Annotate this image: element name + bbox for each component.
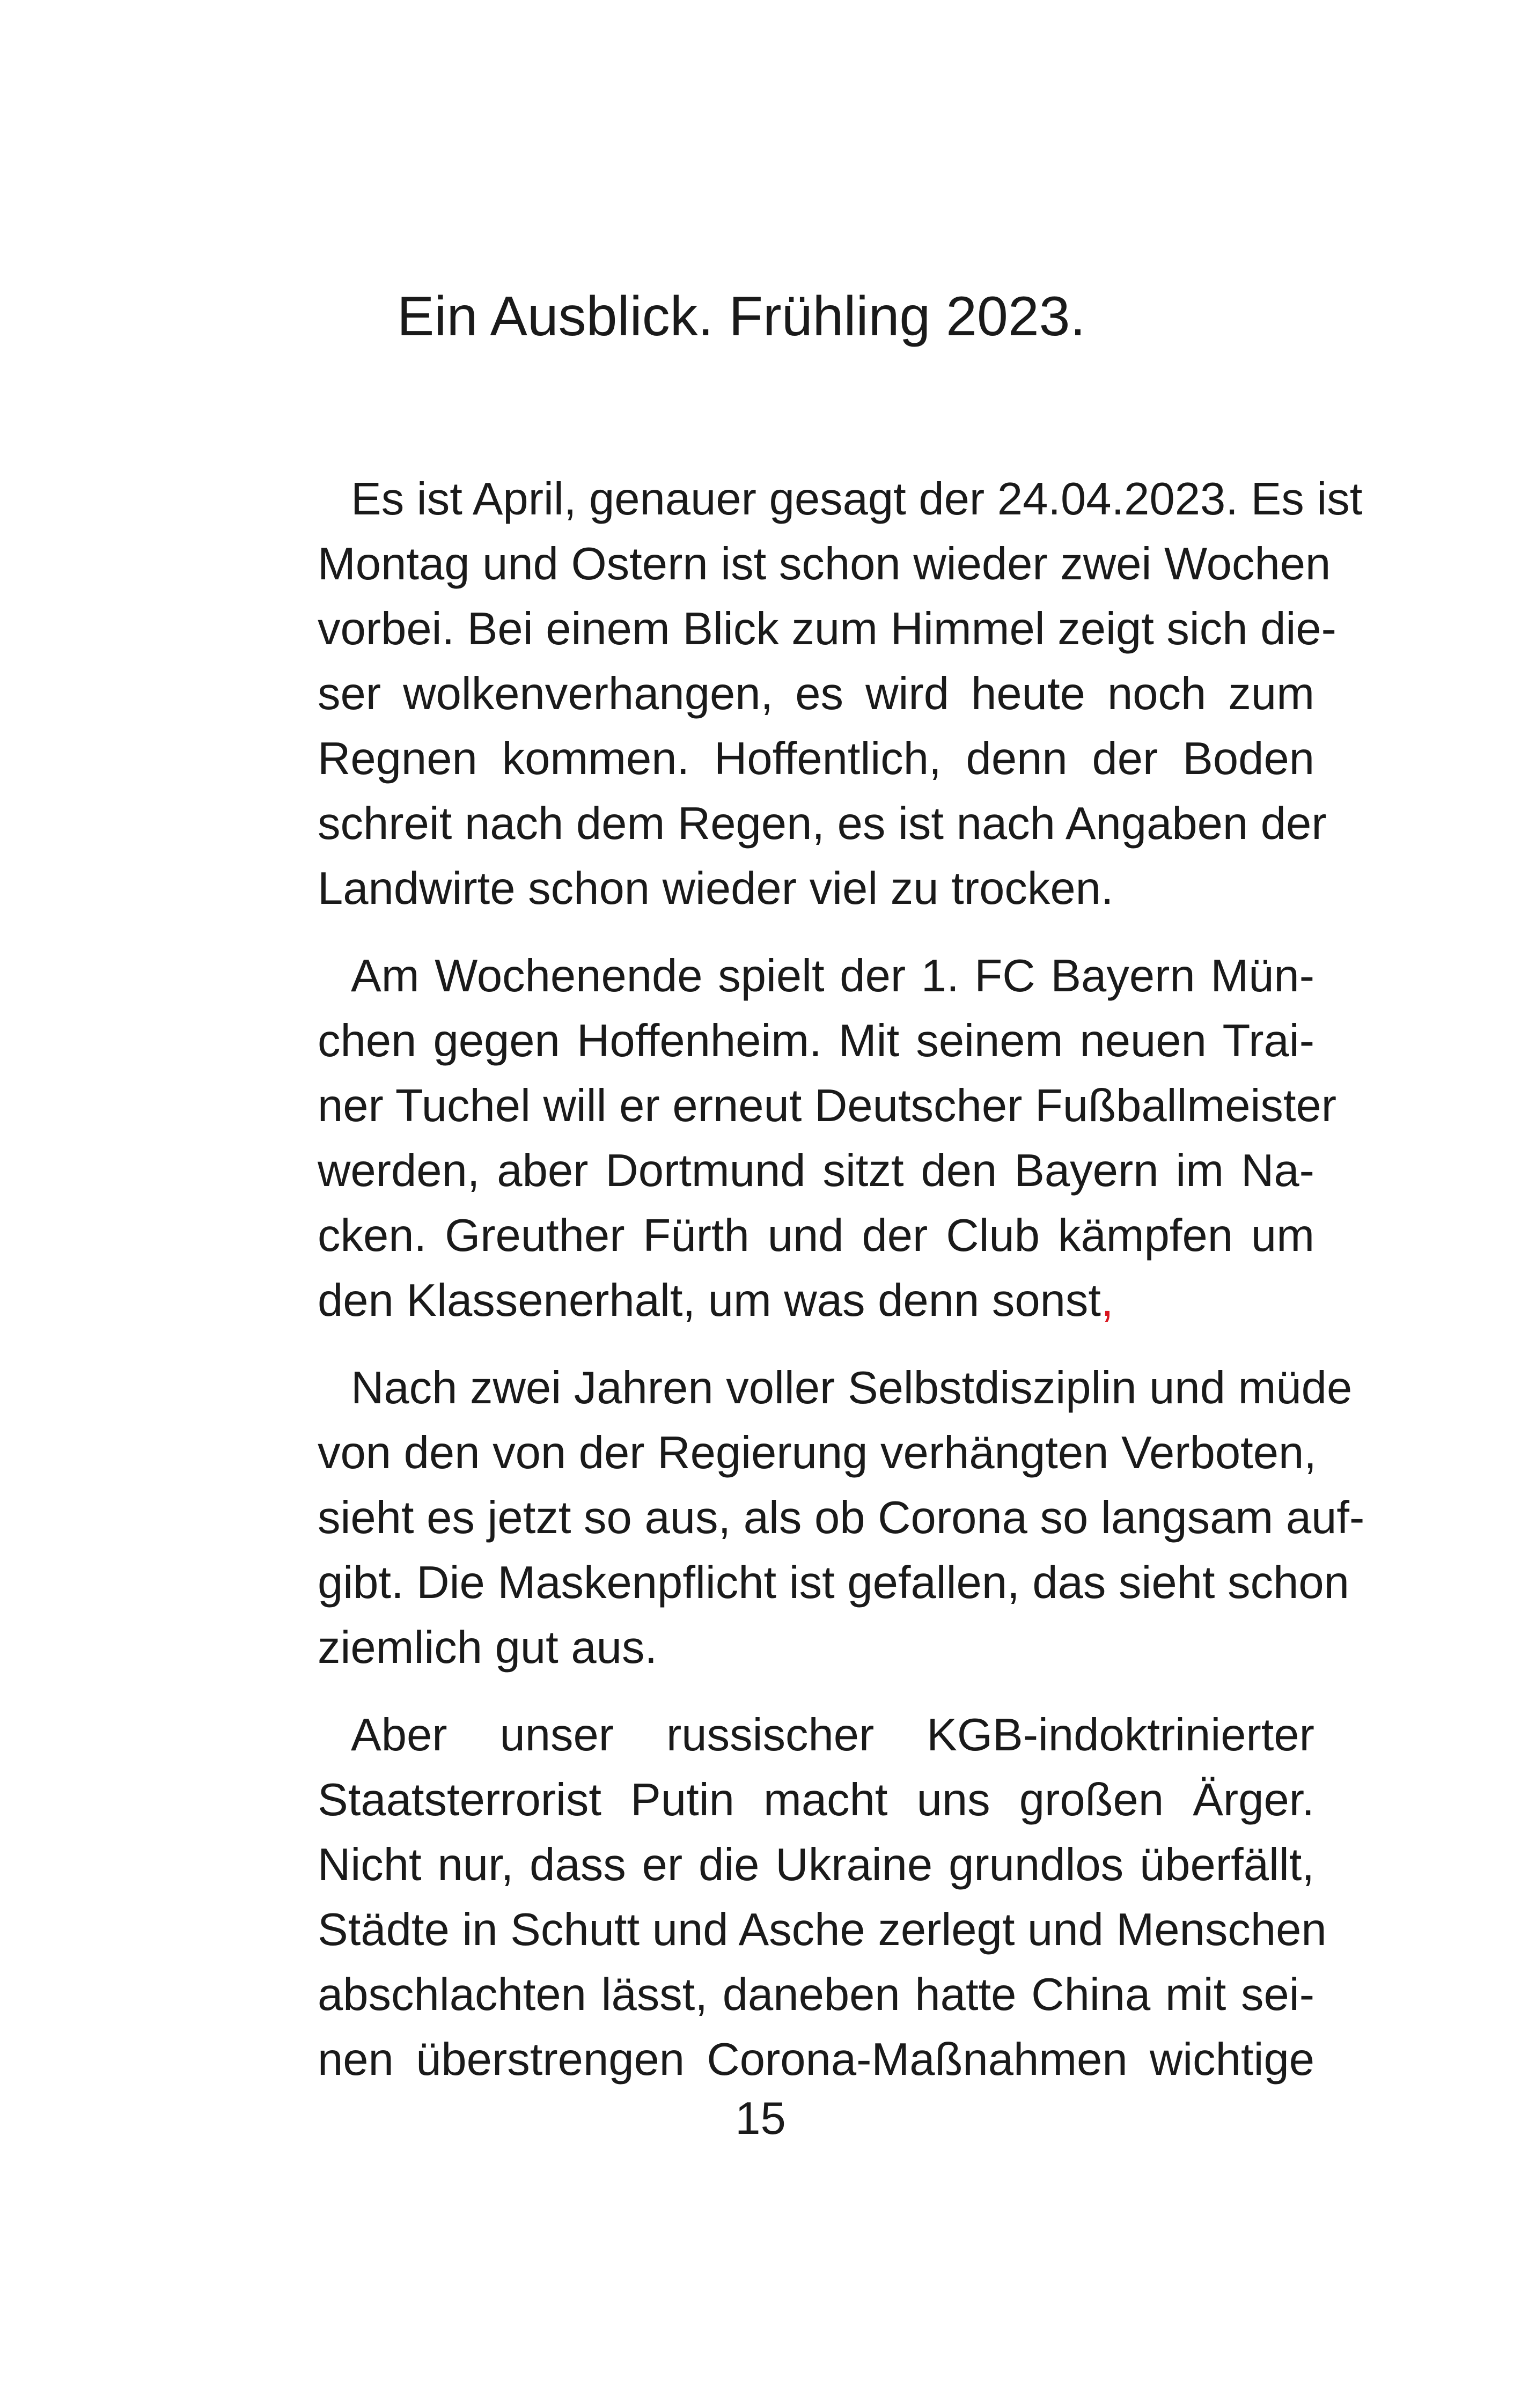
text-line: Staatsterrorist Putin macht uns großen Ärger. <box>318 1774 1314 1825</box>
text-line: Am Wochenende spielt der 1. FC Bayern Mün- <box>351 951 1314 1002</box>
chapter-title: Ein Ausblick. Frühling 2023. <box>397 285 1086 348</box>
text-line: Regnen kommen. Hoffentlich, denn der Boden <box>318 733 1314 784</box>
text-line: Städte in Schutt und Asche zerlegt und Menschen <box>318 1904 1327 1955</box>
paragraph-2 <box>284 944 1337 1333</box>
text-line: Nach zwei Jahren voller Selbstdisziplin und müde <box>351 1363 1353 1413</box>
paragraph-1 <box>284 467 1363 921</box>
paragraph-3 <box>284 1356 1365 1680</box>
text-line: Es ist April, genauer gesagt der 24.04.2023. Es ist <box>351 474 1363 525</box>
text-line: nen überstrengen Corona-Maßnahmen wichtige <box>318 2034 1314 2085</box>
page-number: 15 <box>735 2093 786 2144</box>
text-line: gibt. Die Maskenpflicht ist gefallen, das sieht schon <box>318 1557 1349 1608</box>
text-line: ziemlich gut aus. <box>318 1622 658 1673</box>
text-line: abschlachten lässt, daneben hatte China mit sei- <box>318 1969 1314 2020</box>
text-line: ner Tuchel will er erneut Deutscher Fußballmeister <box>318 1080 1337 1131</box>
text-line: ser wolkenverhangen, es wird heute noch zum <box>318 668 1314 719</box>
text-line: vorbei. Bei einem Blick zum Himmel zeigt sich die- <box>318 603 1336 654</box>
red-comma-mark: , <box>1101 1275 1114 1326</box>
text-line: von den von der Regierung verhängten Verboten, <box>318 1427 1317 1478</box>
text-line: Montag und Ostern ist schon wieder zwei Wochen <box>318 539 1331 590</box>
text-line: cken. Greuther Fürth und der Club kämpfen um <box>318 1210 1314 1261</box>
text-line: Landwirte schon wieder viel zu trocken. <box>318 863 1114 914</box>
text-line: werden, aber Dortmund sitzt den Bayern im Na- <box>318 1145 1314 1196</box>
text-line: den Klassenerhalt, um was denn sonst <box>318 1275 1101 1326</box>
text-line: chen gegen Hoffenheim. Mit seinem neuen Trai- <box>318 1015 1314 1066</box>
paragraph-4 <box>284 1703 1327 2092</box>
text-line: Nicht nur, dass er die Ukraine grundlos überfällt, <box>318 1839 1314 1890</box>
text-line-with-mark <box>284 1268 1314 1333</box>
text-line: schreit nach dem Regen, es ist nach Angaben der <box>318 798 1327 849</box>
text-line: Aber unser russischer KGB-indoktrinierter <box>351 1710 1314 1761</box>
body-text <box>284 467 1365 2115</box>
text-line: sieht es jetzt so aus, als ob Corona so langsam auf- <box>318 1492 1365 1543</box>
